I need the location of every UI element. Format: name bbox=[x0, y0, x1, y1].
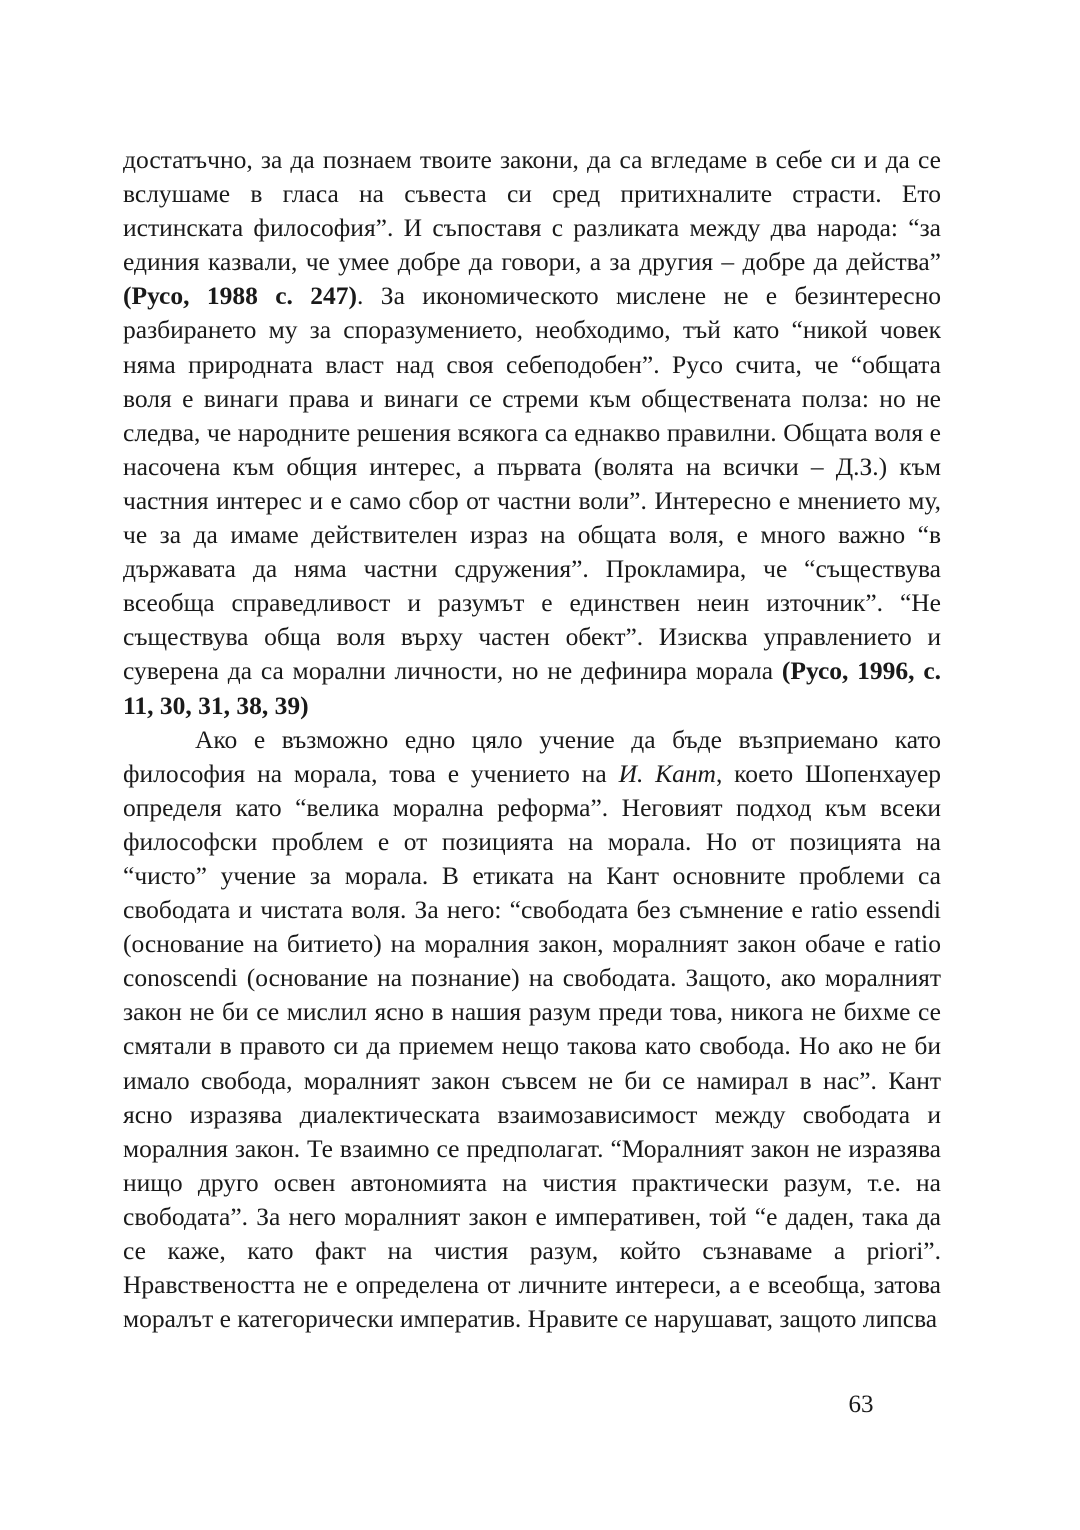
author-name-kant: И. Кант bbox=[618, 758, 716, 788]
paragraph-kant bbox=[123, 723, 941, 1337]
paragraph-2-text-1: Ако е възможно едно цяло учение да бъде възприемано като философия на морала, това е учението на bbox=[123, 724, 941, 788]
page-number: 63 bbox=[848, 1391, 874, 1418]
citation-rousseau-1996: (Русо, 1996, с. 11, 30, 31, 38, 39) bbox=[123, 656, 942, 720]
citation-rousseau-1988: (Русо, 1988 с. 247) bbox=[123, 281, 358, 311]
page-body bbox=[123, 143, 941, 1336]
paragraph-2-text-2: , което Шопенхауер определя като “велика морална реформа”. Неговият подход към всеки философски проблем е от позицията на морала. Но от позицията на “чисто” учение за морала. В етиката на Кант основните проблеми са свободата и чистата воля. За него: “свободата без съмнение е ratio essendi (основание на битието) на моралния закон, моралният закон обаче е ratio conoscendi (основание на познание) на свободата. Защото, ако моралният закон не би се мислил ясно в нашия разум преди това, никога не бихме се смятали в правото си да приемем нещо такова като свобода. Но ако не би имало свобода, моралният закон съвсем не би се намирал в нас”. Кант ясно изразява диалектическата взаимозависимост между свободата и моралния закон. Те взаимно се предполагат. “Моралният закон не изразява нищо друго освен автономията на чистия практически разум, т.е. на свободата”. За него моралният закон е императивен, той “е даден, така да се каже, като факт на чистия разум, който съзнаваме a priori”. Нравствеността не е определена от личните интереси, а е всеобща, затова моралът е категорически императив. Нравите се нарушават, защото липсва bbox=[123, 758, 942, 1334]
paragraph-1-text-1: достатъчно, за да познаем твоите закони, да са вгледаме в себе си и да се вслушаме в гласа на съвеста си сред притихналите страсти. Ето истинската философия”. И съпоставя с разликата между два народа: “за единия казвали, че умее добре да говори, а за другия – добре да действа” bbox=[123, 145, 941, 277]
paragraph-rousseau bbox=[123, 143, 941, 723]
paragraph-1-text-2: . За икономическото мислене не е безинтересно разбирането му за споразумението, необходимо, тъй като “никой човек няма природната власт над своя себеподобен”. Русо счита, че “общата воля е винаги права и винаги се стреми към обществената полза: но не следва, че народните решения всякога са еднакво правилни. Общата воля е насочена към общия интерес, а първата (волята на всички – Д.З.) към частния интерес и е само сбор от частни воли”. Интересно е мнението му, че за да имаме действителен израз на общата воля, е много важно “в държавата да няма частни сдружения”. Прокламира, че “съществува всеобща справедливост и разумът е единствен неин източник”. “Не съществува обща воля върху частен обект”. Изисква управлението и суверена да са морални личности, но не дефинира морала bbox=[123, 281, 942, 686]
